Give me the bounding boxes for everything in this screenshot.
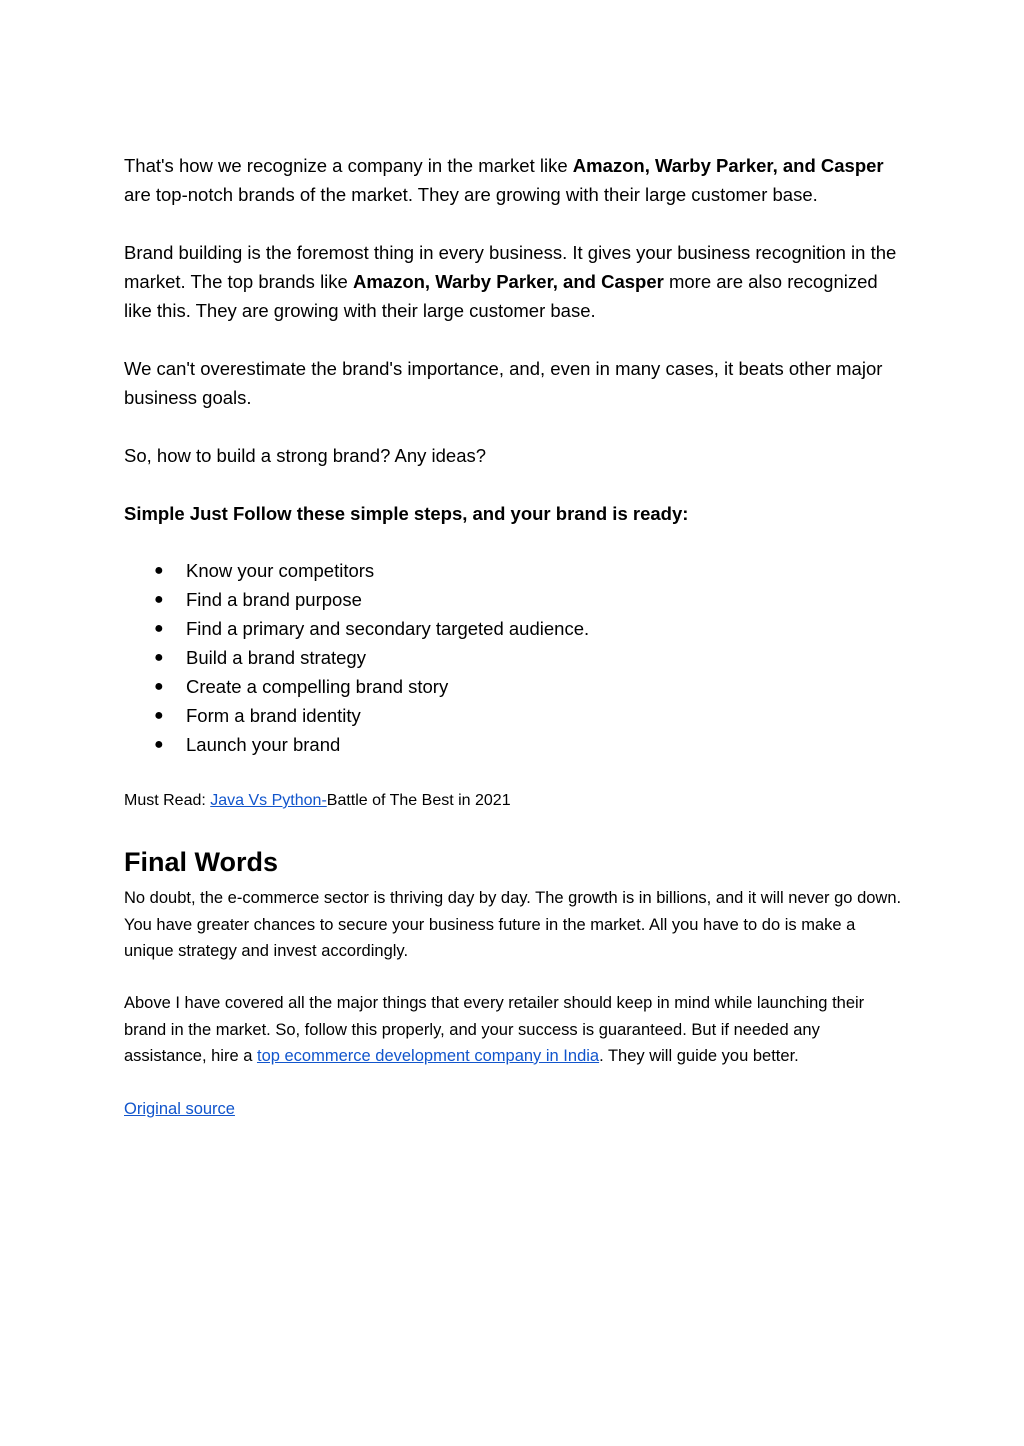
bullet-icon: ●: [154, 707, 164, 724]
list-item: [124, 643, 589, 672]
intro-text: That's how we recognize a company in the market like: [124, 155, 573, 176]
ecommerce-company-link[interactable]: top ecommerce development company in India: [256, 1047, 600, 1065]
list-item: [124, 701, 589, 730]
final-paragraph-2-text-end: . They will guide you better.: [599, 1047, 799, 1065]
list-item: [124, 556, 589, 585]
brand-building-text: Brand building is the foremost thing in every business. It gives your business recognition in the market. The top brands like: [124, 242, 897, 292]
bullet-icon: ●: [154, 620, 164, 637]
list-item: [124, 585, 589, 614]
list-item-text: Create a compelling brand story: [186, 676, 449, 697]
must-read-suffix: Battle of The Best in 2021: [326, 792, 511, 809]
list-item-text: Launch your brand: [186, 734, 341, 755]
list-item-text: Find a brand purpose: [186, 589, 362, 610]
must-read-label: Must Read:: [124, 792, 211, 809]
brand-building-text-end: more are also recognized like this. They are growing with their large customer base.: [124, 271, 878, 321]
list-item-text: Know your competitors: [186, 560, 375, 581]
list-item-text: Form a brand identity: [186, 705, 361, 726]
intro-paragraph: [124, 151, 904, 209]
list-item-text: Find a primary and secondary targeted audience.: [186, 618, 590, 639]
list-item: [124, 672, 589, 701]
brand-building-paragraph: [124, 238, 904, 325]
bullet-icon: ●: [154, 591, 164, 608]
final-paragraph-1: No doubt, the e-commerce sector is thriving day by day. The growth is in billions, and it will never go down. You have greater chances to secure your business future in the market. All you have to do is make a unique strategy and invest accordingly.: [124, 889, 902, 960]
bullet-icon: ●: [154, 736, 164, 753]
original-source-line: [124, 1096, 904, 1123]
importance-paragraph: We can't overestimate the brand's importance, and, even in many cases, it beats other major business goals.: [124, 358, 883, 408]
original-source-link[interactable]: Original source: [124, 1100, 235, 1118]
intro-brands-bold: Amazon, Warby Parker, and Casper: [572, 155, 884, 176]
intro-text-end: are top-notch brands of the market. They are growing with their large customer base.: [124, 184, 818, 205]
list-item: [124, 614, 589, 643]
bullet-icon: ●: [154, 562, 164, 579]
steps-intro: Simple Just Follow these simple steps, and your brand is ready:: [124, 503, 689, 524]
list-item: [124, 730, 589, 759]
list-item-text: Build a brand strategy: [186, 647, 366, 668]
bullet-icon: ●: [154, 649, 164, 666]
java-vs-python-link[interactable]: Java Vs Python-: [210, 792, 327, 809]
bullet-icon: ●: [154, 678, 164, 695]
question-paragraph: So, how to build a strong brand? Any ideas?: [124, 445, 487, 466]
steps-list: [124, 556, 589, 759]
final-words-heading: Final Words: [124, 847, 279, 877]
brand-building-brands-bold: Amazon, Warby Parker, and Casper: [352, 271, 664, 292]
must-read-line: [124, 788, 511, 814]
final-paragraph-2: [124, 990, 904, 1070]
final-paragraph-2-text: Above I have covered all the major things that every retailer should keep in mind while launching their brand in the market. So, follow this properly, and your success is guaranteed. But if needed any assistance, hire a: [124, 994, 865, 1065]
